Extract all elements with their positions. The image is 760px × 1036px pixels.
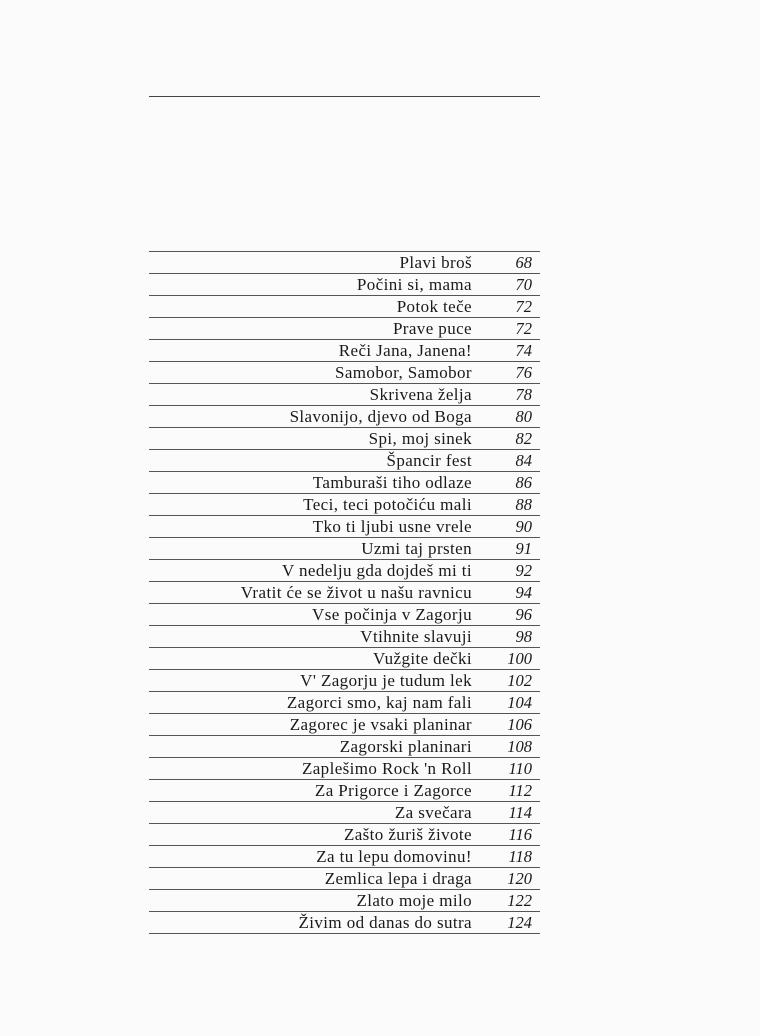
toc-entry-title: Zlato moje milo — [356, 891, 472, 910]
toc-row — [149, 868, 540, 890]
toc-row — [149, 560, 540, 582]
toc-row — [149, 494, 540, 516]
toc-entry-title: Za svečara — [394, 803, 472, 822]
toc-entry-page-number: 108 — [507, 737, 532, 756]
toc-entry-title: Teci, teci potočiću mali — [303, 495, 472, 514]
toc-entry-page-number: 91 — [515, 539, 532, 558]
toc-entry-title: Reči Jana, Janena! — [338, 341, 472, 360]
toc-row — [149, 340, 540, 362]
toc-entry-page-number: 86 — [515, 473, 532, 492]
toc-row — [149, 670, 540, 692]
toc-entry-title: Slavonijo, djevo od Boga — [289, 407, 472, 426]
toc-entry-page-number: 110 — [508, 759, 532, 778]
toc-row — [149, 890, 540, 912]
table-of-contents — [149, 251, 540, 934]
toc-entry-page-number: 124 — [507, 913, 532, 932]
toc-entry-title: Zagorec je vsaki planinar — [289, 715, 472, 734]
toc-entry-page-number: 82 — [515, 429, 532, 448]
toc-entry-title: Zemlica lepa i draga — [324, 869, 472, 888]
toc-entry-page-number: 70 — [515, 275, 532, 294]
toc-entry-page-number: 100 — [507, 649, 532, 668]
toc-row — [149, 406, 540, 428]
toc-row — [149, 824, 540, 846]
toc-entry-title: Zagorci smo, kaj nam fali — [286, 693, 472, 712]
toc-entry-title: Potok teče — [396, 297, 472, 316]
toc-entry-page-number: 68 — [515, 253, 532, 272]
toc-entry-page-number: 116 — [508, 825, 532, 844]
toc-row — [149, 648, 540, 670]
toc-row — [149, 384, 540, 406]
toc-entry-title: Vtihnite slavuji — [360, 627, 472, 646]
toc-entry-page-number: 84 — [515, 451, 532, 470]
toc-entry-page-number: 96 — [515, 605, 532, 624]
toc-row — [149, 736, 540, 758]
toc-row — [149, 912, 540, 934]
toc-entry-page-number: 74 — [515, 341, 532, 360]
toc-entry-title: Živim od danas do sutra — [298, 913, 472, 932]
toc-entry-title: Vratit će se život u našu ravnicu — [240, 583, 472, 602]
toc-row — [149, 274, 540, 296]
toc-row — [149, 604, 540, 626]
toc-row — [149, 252, 540, 274]
toc-row — [149, 846, 540, 868]
toc-entry-title: Spi, moj sinek — [368, 429, 472, 448]
toc-row — [149, 362, 540, 384]
toc-entry-page-number: 88 — [515, 495, 532, 514]
toc-entry-page-number: 92 — [515, 561, 532, 580]
toc-row — [149, 516, 540, 538]
toc-entry-title: Počini si, mama — [356, 275, 472, 294]
toc-row — [149, 692, 540, 714]
toc-row — [149, 780, 540, 802]
toc-row — [149, 318, 540, 340]
toc-entry-title: Uzmi taj prsten — [361, 539, 472, 558]
toc-entry-page-number: 112 — [508, 781, 532, 800]
toc-entry-title: Vužgite dečki — [372, 649, 472, 668]
toc-entry-title: Tamburaši tiho odlaze — [312, 473, 472, 492]
toc-row — [149, 582, 540, 604]
toc-row — [149, 714, 540, 736]
toc-entry-title: Samobor, Samobor — [335, 363, 472, 382]
header-rule — [149, 96, 540, 97]
toc-entry-page-number: 76 — [515, 363, 532, 382]
toc-entry-title: Prave puce — [392, 319, 472, 338]
toc-row — [149, 472, 540, 494]
toc-row — [149, 758, 540, 780]
toc-entry-title: Vse počinja v Zagorju — [312, 605, 472, 624]
toc-entry-page-number: 98 — [515, 627, 532, 646]
toc-row — [149, 538, 540, 560]
toc-entry-title: Skrivena želja — [369, 385, 472, 404]
toc-entry-title: Plavi broš — [399, 253, 472, 272]
toc-entry-page-number: 106 — [507, 715, 532, 734]
toc-entry-page-number: 122 — [507, 891, 532, 910]
toc-entry-page-number: 104 — [507, 693, 532, 712]
toc-entry-title: Tko ti ljubi usne vrele — [312, 517, 472, 536]
toc-entry-page-number: 78 — [515, 385, 532, 404]
toc-entry-page-number: 120 — [507, 869, 532, 888]
toc-row — [149, 626, 540, 648]
toc-entry-page-number: 80 — [515, 407, 532, 426]
toc-entry-page-number: 72 — [515, 319, 532, 338]
toc-entry-page-number: 90 — [515, 517, 532, 536]
toc-entry-page-number: 102 — [507, 671, 532, 690]
toc-entry-title: Za Prigorce i Zagorce — [314, 781, 472, 800]
toc-row — [149, 296, 540, 318]
toc-entry-title: V nedelju gda dojdeš mi ti — [282, 561, 472, 580]
toc-entry-title: Zašto žuriš živote — [343, 825, 472, 844]
toc-entry-title: V' Zagorju je tudum lek — [300, 671, 472, 690]
toc-entry-title: Zaplešimo Rock 'n Roll — [301, 759, 472, 778]
toc-row — [149, 802, 540, 824]
toc-entry-page-number: 72 — [515, 297, 532, 316]
toc-entry-title: Špancir fest — [386, 451, 472, 470]
toc-entry-page-number: 94 — [515, 583, 532, 602]
toc-row — [149, 428, 540, 450]
toc-entry-page-number: 118 — [508, 847, 532, 866]
toc-row — [149, 450, 540, 472]
toc-entry-title: Zagorski planinari — [339, 737, 472, 756]
toc-entry-title: Za tu lepu domovinu! — [316, 847, 472, 866]
toc-entry-page-number: 114 — [508, 803, 532, 822]
